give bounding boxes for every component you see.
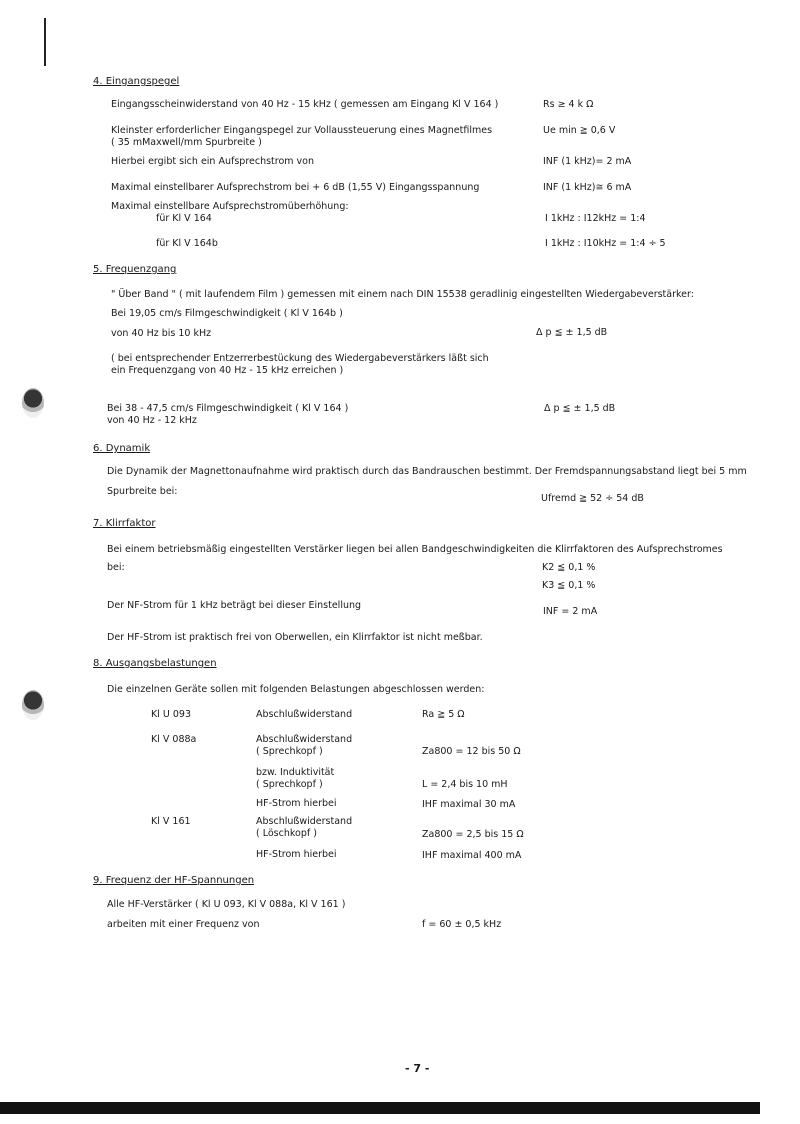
s5-line7: von 40 Hz - 12 kHz [107, 415, 197, 426]
punch-hole-mark [22, 388, 44, 418]
s8-row-desc2: ( Sprechkopf ) [256, 746, 323, 757]
s8-row-device: Kl U 093 [151, 709, 191, 720]
s7-line4: Der HF-Strom ist praktisch frei von Oberwellen, ein Klirrfaktor ist nicht meßbar. [107, 632, 483, 643]
s8-row-desc: Abschlußwiderstand [256, 734, 353, 745]
s8-row-desc: bzw. Induktivität [256, 767, 335, 778]
s4-r6-text: für Kl V 164 [156, 213, 212, 224]
s6-value: Ufremd ≧ 52 ÷ 54 dB [541, 493, 644, 504]
section-8-heading: 8. Ausgangsbelastungen [93, 658, 217, 669]
s8-row-desc: Abschlußwiderstand [256, 816, 353, 827]
s8-row-device: Kl V 088a [151, 734, 197, 745]
s7-value3: INF = 2 mA [543, 606, 598, 617]
scan-margin-mark [44, 18, 46, 66]
s8-row-desc: HF-Strom hierbei [256, 849, 337, 860]
s8-row-value: Ra ≧ 5 Ω [422, 709, 465, 720]
s4-r7-value: I 1kHz : I10kHz = 1:4 ÷ 5 [545, 238, 666, 249]
s4-r1-text: Eingangsscheinwiderstand von 40 Hz - 15 kHz ( gemessen am Eingang Kl V 164 ) [111, 99, 499, 110]
s5-line4: ( bei entsprechender Entzerrerbestückung des Wiedergabeverstärkers läßt sich [111, 353, 489, 364]
s5-line1: " Über Band " ( mit laufendem Film ) gemessen mit einem nach DIN 15538 geradlinig eingestellten Wiedergabeverstärker: [111, 289, 694, 300]
page-number: - 7 - [405, 1062, 430, 1075]
section-4-heading: 4. Eingangspegel [93, 76, 180, 87]
s9-value: f = 60 ± 0,5 kHz [422, 919, 502, 930]
s7-line1: Bei einem betriebsmäßig eingestellten Verstärker liegen bei allen Bandgeschwindigkeiten die Klirrfaktoren des Aufsprechstromes [107, 544, 723, 555]
s7-line2: bei: [107, 562, 125, 573]
s4-r6-value: I 1kHz : I12kHz = 1:4 [545, 213, 646, 224]
s4-r4-text: Maximal einstellbarer Aufsprechstrom bei + 6 dB (1,55 V) Eingangsspannung [111, 182, 480, 193]
s5-line2: Bei 19,05 cm/s Filmgeschwindigkeit ( Kl V 164b ) [111, 308, 343, 319]
s5-value6: Δ p ≦ ± 1,5 dB [544, 403, 616, 414]
s5-line3: von 40 Hz bis 10 kHz [111, 328, 212, 339]
s4-r2-text2: ( 35 mMaxwell/mm Spurbreite ) [111, 137, 262, 148]
s4-r1-value: Rs ≥ 4 k Ω [543, 99, 594, 110]
s8-row-desc2: ( Sprechkopf ) [256, 779, 323, 790]
s4-r2-value: Ue min ≧ 0,6 V [543, 125, 616, 136]
s8-intro: Die einzelnen Geräte sollen mit folgenden Belastungen abgeschlossen werden: [107, 684, 485, 695]
s4-r7-text: für Kl V 164b [156, 238, 218, 249]
section-6-heading: 6. Dynamik [93, 443, 151, 454]
s8-row-desc2: ( Löschkopf ) [256, 828, 317, 839]
s8-row-value: IHF maximal 400 mA [422, 850, 522, 861]
s8-row-desc: HF-Strom hierbei [256, 798, 337, 809]
s5-line5: ein Frequenzgang von 40 Hz - 15 kHz erreichen ) [111, 365, 344, 376]
s9-line2: arbeiten mit einer Frequenz von [107, 919, 260, 930]
s4-r4-value: INF (1 kHz)≅ 6 mA [543, 182, 632, 193]
s4-r3-text: Hierbei ergibt sich ein Aufsprechstrom von [111, 156, 315, 167]
s4-r2-text1: Kleinster erforderlicher Eingangspegel zur Vollaussteuerung eines Magnetfilmes [111, 125, 493, 136]
section-7-heading: 7. Klirrfaktor [93, 518, 156, 529]
s5-value3: Δ p ≦ ± 1,5 dB [536, 327, 608, 338]
s7-k2: K2 ≦ 0,1 % [542, 562, 596, 573]
s6-line1: Die Dynamik der Magnettonaufnahme wird praktisch durch das Bandrauschen bestimmt. Der Fremdspannungsabstand liegt bei 5 mm [107, 466, 747, 477]
s4-r3-value: INF (1 kHz)= 2 mA [543, 156, 632, 167]
s8-row-value: Za800 = 2,5 bis 15 Ω [422, 829, 524, 840]
s7-line3: Der NF-Strom für 1 kHz beträgt bei dieser Einstellung [107, 600, 362, 611]
punch-hole-mark [22, 690, 44, 720]
s8-row-device: Kl V 161 [151, 816, 191, 827]
s5-line6: Bei 38 - 47,5 cm/s Filmgeschwindigkeit ( Kl V 164 ) [107, 403, 349, 414]
s7-k3: K3 ≦ 0,1 % [542, 580, 596, 591]
s8-row-desc: Abschlußwiderstand [256, 709, 353, 720]
s8-row-value: IHF maximal 30 mA [422, 799, 516, 810]
s6-line2: Spurbreite bei: [107, 486, 178, 497]
s9-line1: Alle HF-Verstärker ( Kl U 093, Kl V 088a, Kl V 161 ) [107, 899, 346, 910]
s4-r5-text: Maximal einstellbare Aufsprechstromüberhöhung: [111, 201, 349, 212]
s8-row-value: L = 2,4 bis 10 mH [422, 779, 508, 790]
section-5-heading: 5. Frequenzgang [93, 264, 177, 275]
section-9-heading: 9. Frequenz der HF-Spannungen [93, 875, 255, 886]
scan-bottom-bar [0, 1102, 760, 1114]
s8-row-value: Za800 = 12 bis 50 Ω [422, 746, 521, 757]
